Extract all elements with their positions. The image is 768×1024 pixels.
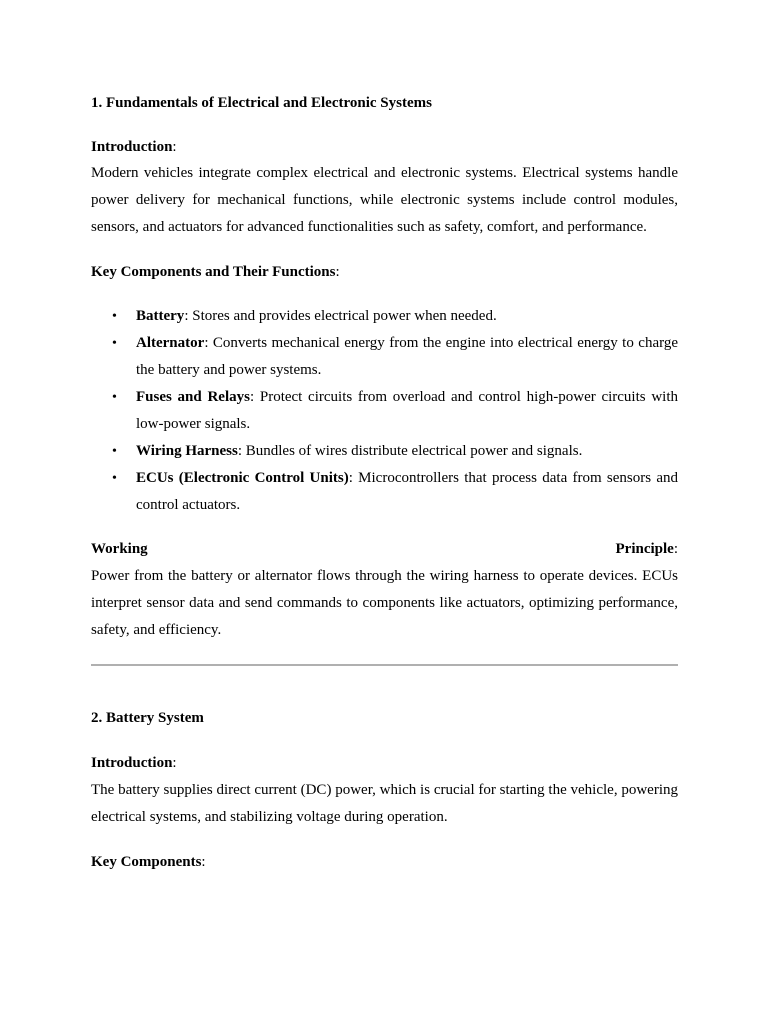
bullet-icon: • xyxy=(112,309,117,324)
colon: : xyxy=(673,541,678,557)
intro-label-text: Introduction xyxy=(91,755,173,771)
list-item xyxy=(91,330,678,384)
list-item-term: Battery xyxy=(136,308,185,324)
working-label-right-wrap xyxy=(616,539,679,559)
list-item-desc: : Bundles of wires distribute electrical power and signals. xyxy=(237,443,583,459)
working-label-right: Principle xyxy=(615,541,674,557)
colon: : xyxy=(172,755,177,771)
components-label-text: Key Components xyxy=(91,854,202,870)
working-principle-label xyxy=(91,539,678,559)
list-item-term: Alternator xyxy=(136,335,205,351)
colon: : xyxy=(201,854,206,870)
section-1-components-label xyxy=(91,262,678,282)
list-item-term: Fuses and Relays xyxy=(136,389,250,405)
list-item-desc: : Microcontrollers that process data from sensors and control actuators. xyxy=(136,470,678,513)
bullet-icon: • xyxy=(112,471,117,486)
list-item xyxy=(91,303,678,330)
colon: : xyxy=(172,139,177,155)
section-2-components-label xyxy=(91,852,678,872)
list-item-desc: : Protect circuits from overload and control high-power circuits with low-power signals. xyxy=(136,389,678,432)
section-2-intro-label xyxy=(91,753,678,773)
list-item-desc: : Converts mechanical energy from the engine into electrical energy to charge the battery and power systems. xyxy=(136,335,678,378)
section-1-title: 1. Fundamentals of Electrical and Electronic Systems xyxy=(91,95,432,111)
list-item-desc: : Stores and provides electrical power when needed. xyxy=(184,308,497,324)
section-2-intro-paragraph: The battery supplies direct current (DC) power, which is crucial for starting the vehicle, powering electrical systems, and stabilizing voltage during operation. xyxy=(91,782,678,825)
colon: : xyxy=(335,264,340,280)
components-label-text: Key Components and Their Functions xyxy=(91,264,336,280)
components-list xyxy=(91,303,678,519)
list-item-term: ECUs (Electronic Control Units) xyxy=(136,470,349,486)
section-2-title: 2. Battery System xyxy=(91,710,204,726)
intro-label-text: Introduction xyxy=(91,139,173,155)
working-label-left: Working xyxy=(91,541,148,557)
section-1-intro-paragraph: Modern vehicles integrate complex electrical and electronic systems. Electrical systems handle power delivery for mechanical functions, while electronic systems include control modules, sensors, and actuators for advanced functionalities such as safety, comfort, and performance. xyxy=(91,165,678,235)
list-item xyxy=(91,384,678,438)
section-divider xyxy=(91,664,678,666)
bullet-icon: • xyxy=(112,336,117,351)
section-1-intro-label xyxy=(91,137,678,157)
list-item xyxy=(91,465,678,519)
bullet-icon: • xyxy=(112,444,117,459)
list-item-term: Wiring Harness xyxy=(136,443,238,459)
bullet-icon: • xyxy=(112,390,117,405)
list-item xyxy=(91,438,678,465)
working-principle-paragraph: Power from the battery or alternator flows through the wiring harness to operate devices. ECUs interpret sensor data and send commands to components like actuators, optimizing performance, safety, and efficiency. xyxy=(91,568,678,638)
